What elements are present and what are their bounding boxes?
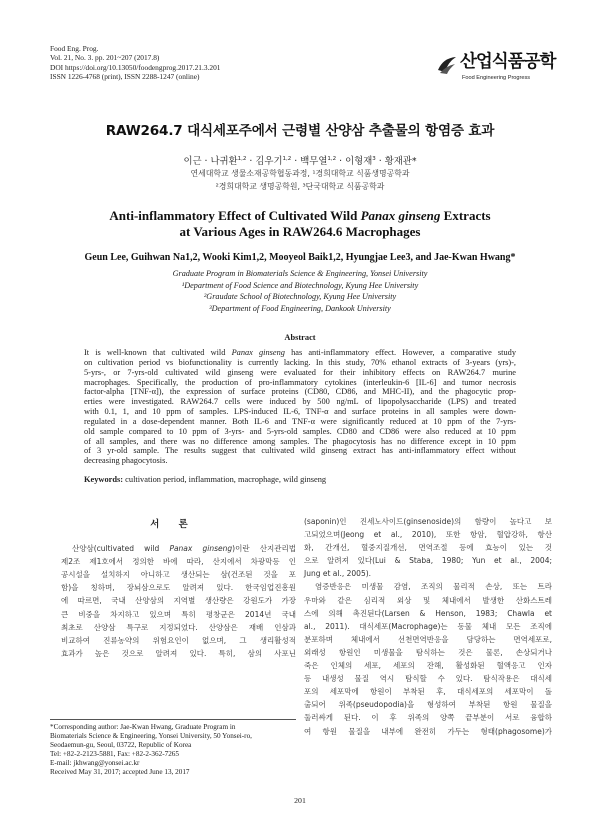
footnote-divider: [50, 719, 296, 720]
body-line: 비교하여 진류농약의 위험요인이 없으며, 그 생리활성적: [61, 635, 296, 645]
affiliation-line: ³Department of Food Engineering, Dankook University: [209, 303, 391, 313]
abstract-line: decreasing phagocytosis.: [84, 456, 168, 466]
english-authors: Geun Lee, Guihwan Na1,2, Wooki Kim1,2, Mooyeol Baik1,2, Hyungjae Lee3, and Jae-Kwan Hwang*: [84, 252, 516, 263]
right-column: [304, 515, 552, 738]
english-title-line-2: at Various Ages in RAW264.6 Macrophages: [179, 224, 421, 239]
abstract-line: regulated in a dose-dependent manner. Both IL-6 and TNF-α were significantly reduced at 10 ppm of the 7-yrs-: [84, 416, 516, 426]
korean-authors: [0, 153, 600, 167]
body-line: 제2조 제1호에서 정의한 바에 따라, 산지에서 차광막등 인: [61, 557, 296, 567]
body-line: 죽은 인체의 세포, 세포의 잔해, 활성화된 혈액응고 인자: [304, 661, 552, 671]
author-affil-sup: 3: [372, 155, 376, 162]
journal-logo-title: 산업식품공학: [460, 52, 556, 72]
abstract-line: factor-alpha [TNF-α]), the expression of surface proteins (CD80, CD86, and MHC-II), and the phagocytic prop-: [84, 387, 516, 397]
body-line: 으로 알려져 있다(Lui & Staba, 1980; Yun et al., 2004;: [304, 556, 552, 566]
footnote-line: Received May 31, 2017; accepted June 13, 2017: [50, 768, 190, 776]
affiliation-line: ²경희대학교 생명공학원, ³단국대학교 식품공학과: [215, 181, 385, 191]
abstract-line: on cultivation period vs biofunctionality is currently lacking. In this study, 70% ethanol extracts of 3-years (yrs)-,: [84, 357, 516, 367]
body-line: 큰 비중을 차지하고 있으며 특히 평창군은 2014년 국내: [61, 609, 296, 619]
intro-paragraph: [50, 542, 296, 660]
body-line: 염증반응은 미생물 감염, 조직의 물리적 손상, 또는 트라: [315, 582, 552, 592]
body-line: Jung et al., 2005).: [304, 569, 372, 579]
body-line: 스에 의해 촉진된다(Larsen & Henson, 1983; Chawla et: [304, 608, 552, 618]
journal-logo: [436, 48, 554, 88]
abstract-line: macrophages. Specifically, the production of pro-inflammatory cytokines (interleukin-6 [IL-6] and tumor necrosis: [84, 377, 516, 387]
footnote-line: Biomaterials Science & Engineering, Yonsei University, 50 Yonsei-ro,: [50, 732, 252, 740]
korean-affiliations: [0, 168, 600, 193]
body-line: (saponin)인 진세노사이드(ginsenoside)의 함량이 높다고 보: [304, 517, 552, 526]
author-text: · 김우기: [246, 156, 283, 167]
affiliation-line: 연세대학교 생물소재공학협동과정, ¹경희대학교 식품생명공학과: [190, 169, 410, 178]
journal-line: DOI https://doi.org/10.13050/foodengprog.2017.21.3.201: [50, 62, 221, 72]
abstract-heading: Abstract: [284, 333, 316, 342]
abstract-line: 5-yrs-, or 7-yrs-old cultivated wild ginseng were evaluated for their inhibitory effects on RAW264.7 murine: [84, 367, 516, 377]
body-line: 에 따르면, 국내 산양삼의 지역별 생산량은 강원도가 가장: [61, 596, 296, 606]
body-line: 출되어 위족(pseudopodia)을 형성하여 부착된 항원 물질을: [304, 700, 552, 710]
affiliation-line: ²Graudate School of Biotechnology, Kyung Hee University: [203, 292, 397, 302]
author-text: · 황재관*: [375, 156, 417, 167]
page-number: 201: [294, 796, 306, 805]
footnote-line: *Corresponding author: Jae-Kwan Hwang, Graduate Program in: [50, 723, 236, 731]
section-heading-introduction: 서 론: [150, 519, 196, 530]
body-line: 둘러싸게 된다. 이 후 위족의 양쪽 끝부분이 서로 융합하: [304, 713, 552, 723]
journal-line: ISSN 1226-4768 (print), ISSN 2288-1247 (online): [50, 71, 200, 81]
title-text: Anti-inflammatory Effect of Cultivated Wild: [109, 208, 361, 223]
title-species: Panax ginseng: [360, 208, 441, 223]
english-title-line-1: [0, 208, 600, 224]
english-affiliations: [0, 268, 600, 314]
body-line: 우마와 같은 심리적 외상 및 체내에서 발생한 산화스트레: [304, 595, 552, 605]
body-line: 등 내생성 물질 역시 탐식할 수 있다. 탐식작용은 대식세: [304, 674, 552, 684]
abstract-line: with 0.1, 1, and 10 ppm of samples. LPS-induced IL-6, TNF-α and surface proteins in all samples were down-: [84, 407, 516, 417]
footnote-line: Seodaemun-gu, Seoul, 03722, Republic of Korea: [50, 741, 192, 749]
keywords-text: cultivation period, inflammation, macrophage, wild ginseng: [123, 475, 327, 484]
abstract-line: of 3 yr-old sample. The results suggest that cultivated wild ginseng extract has anti-inflammatory effect without: [84, 446, 516, 456]
journal-line: Food Eng. Prog.: [50, 44, 99, 53]
abstract-line: erties were investigated. RAW264.7 cells were induced by 500 ng/mL of lipopolysaccharide (LPS) and treated: [84, 397, 516, 407]
left-column: [50, 518, 296, 660]
journal-line: Vol. 21, No. 3. pp. 201~207 (2017.8): [50, 53, 160, 63]
body-line: 산양삼(cultivated wild Panax ginseng)이란 산지관리법: [72, 544, 296, 554]
affiliation-line: ¹Department of Food Science and Biotechnology, Kyung Hee University: [181, 280, 419, 290]
body-line: 공시설을 설치하지 아니하고 생산되는 삼(건조된 것을 포: [61, 570, 296, 580]
title-text: Extracts: [440, 208, 491, 223]
abstract-line: old sample compared to 10 ppm of 3-yrs- and 5-yrs-old samples. CD80 and CD86 were also reduced at 10 ppm: [84, 426, 516, 436]
body-line: 최초로 산양삼 특구로 지정되었다. 산양삼은 재배 인삼과: [61, 622, 296, 632]
journal-logo-icon: [436, 54, 458, 76]
footnote-line: E-mail: jkhwang@yonsei.ac.kr: [50, 759, 140, 767]
body-line: 여 항원 물질을 내부에 완전히 가두는 형태(phagosome)가: [304, 726, 552, 736]
journal-info: [50, 44, 220, 81]
body-line: 효과가 높은 것으로 알려져 있다. 특히, 삼의 사포닌: [61, 648, 296, 658]
author-affil-sup: 1,2: [237, 155, 247, 162]
body-line: 화, 간개선, 혈중지질개선, 면역조절 등에 효능이 있는 것: [304, 543, 552, 553]
english-title: [0, 208, 600, 240]
body-line: al., 2011). 대식세포(Macrophage)는 동물 체내 모든 조직에: [304, 621, 552, 631]
journal-logo-subtitle: Food Engineering Progress: [462, 75, 531, 81]
body-line: 포의 세포막에 항원이 부착된 후, 대식세포의 세포막이 돌: [304, 687, 552, 697]
body-line: 함)을 칭하며, 장뇌삼으로도 알려져 있다. 한국임업진흥원: [61, 583, 296, 593]
author-text: 이근 · 나귀환: [183, 156, 238, 167]
footnote-line: Tel: +82-2-2123-5881, Fax: +82-2-362-7265: [50, 750, 179, 758]
abstract-body: [84, 348, 516, 466]
corresponding-author-footnote: [50, 723, 296, 777]
body-line: 분포하며 체내에서 선천면역반응을 담당하는 면역세포로,: [304, 634, 552, 644]
author-text: · 이형재: [336, 156, 373, 167]
author-text: · 백무열: [291, 156, 328, 167]
author-affil-sup: 1,2: [327, 155, 337, 162]
korean-title: RAW264.7 대식세포주에서 근령별 산양삼 추출물의 항염증 효과: [105, 123, 495, 139]
abstract-line: of all samples, and there was no difference among samples. The phagocytosis has no difference except in 10 ppm: [84, 436, 516, 446]
body-line: 외래성 항원인 미생물을 탐식하는 것은 물론, 손상되거나: [304, 647, 552, 657]
keywords: [84, 475, 516, 484]
author-affil-sup: 1,2: [282, 155, 292, 162]
affiliation-line: Graduate Program in Biomaterials Science & Engineering, Yonsei University: [172, 269, 428, 278]
abstract-line: It is well-known that cultivated wild Panax ginseng has anti-inflammatory effect. However, a comparative study: [84, 348, 516, 357]
keywords-label: Keywords:: [84, 475, 124, 484]
body-line: 고되었으며(Jeong et al., 2010), 또한 항암, 혈압강하, 항산: [304, 530, 552, 540]
